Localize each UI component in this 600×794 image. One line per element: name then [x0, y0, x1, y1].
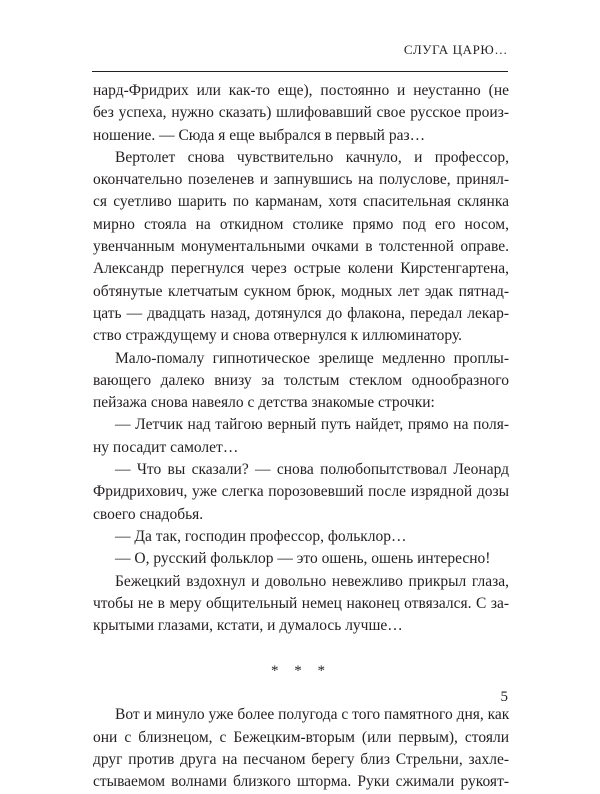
- spacer: [93, 637, 509, 659]
- text-line: чтобы не в меру общительный немец наконец отвязался. С за-: [93, 594, 509, 612]
- text-line: без успеха, нужно сказать) шлифовавший свое русское произ-: [93, 104, 509, 122]
- text-line: Фридрихович, уже слегка порозовевший после изрядной дозы: [93, 483, 509, 501]
- text-line: ство страждущему и снова отвернулся к иллюминатору.: [93, 327, 463, 345]
- text-line: — Летчик над тайгою верный путь найдет, прямо на поля-: [115, 416, 509, 434]
- spacer: [93, 682, 509, 704]
- page-number: 5: [500, 689, 508, 705]
- text-after-separator: [93, 704, 509, 793]
- text-line: крытыми глазами, кстати, и думалось лучше…: [93, 617, 403, 635]
- text-line: обтянутые клетчатым сукном брюк, модных лет эдак пятнад-: [93, 282, 509, 300]
- text-line: вающего далеко внизу за толстым стеклом однообразного: [93, 371, 509, 389]
- section-separator: * * *: [271, 662, 331, 679]
- text-line: Александр перегнулся через острые колени Кирстенгартена,: [93, 260, 509, 278]
- header-rule: [92, 71, 508, 72]
- text-line: друг против друга на песчаном берегу близ Стрельни, захле-: [93, 750, 509, 768]
- text-line: — Что вы сказали? — снова полюбопытствовал Леонард: [115, 461, 509, 479]
- text-line: они с близнецом, с Бежецким-вторым (или первым), стояли: [93, 728, 509, 746]
- text-line: ну посадит самолет…: [93, 438, 239, 456]
- body-text: [93, 80, 509, 794]
- text-line: нард-Фридрих или как-то еще), постоянно и неустанно (не: [93, 82, 509, 99]
- text-line: окончательно позеленев и запнувшись на полуслове, принял-: [93, 171, 509, 189]
- text-line: увенчанным монументальными очками в толстенной оправе.: [93, 238, 509, 256]
- text-line: Бежецкий вздохнул и довольно невежливо прикрыл глаза,: [115, 572, 509, 590]
- text-line: Мало-помалу гипнотическое зрелище медленно проплы-: [115, 349, 509, 367]
- text-line: Вертолет снова чувствительно качнуло, и профессор,: [115, 148, 509, 166]
- text-line: ношение. — Сюда я еще выбрался в первый раз…: [93, 126, 426, 144]
- running-head: СЛУГА ЦАРЮ…: [403, 42, 508, 57]
- text-line: стываемом волнами близкого шторма. Руки сжимали рукоят-: [93, 773, 509, 791]
- text-line: ся суетливо шарить по карманам, хотя спасительная склянка: [93, 193, 509, 211]
- text-line: цать — двадцать назад, дотянулся до флакона, передал лекар-: [93, 304, 509, 322]
- text-line: своего снадобья.: [93, 505, 204, 523]
- text-line: пейзажа снова навеяло с детства знакомые строчки:: [93, 394, 435, 412]
- text-line: — О, русский фольклор — это ошень, ошень интересно!: [115, 550, 491, 568]
- text-line: мирно стояла на откидном столике прямо под его носом,: [93, 215, 509, 233]
- text-line: Вот и минуло уже более полугода с того памятного дня, как: [115, 706, 510, 724]
- text-before-separator: [93, 80, 509, 637]
- text-line: — Да так, господин профессор, фольклор…: [115, 527, 407, 545]
